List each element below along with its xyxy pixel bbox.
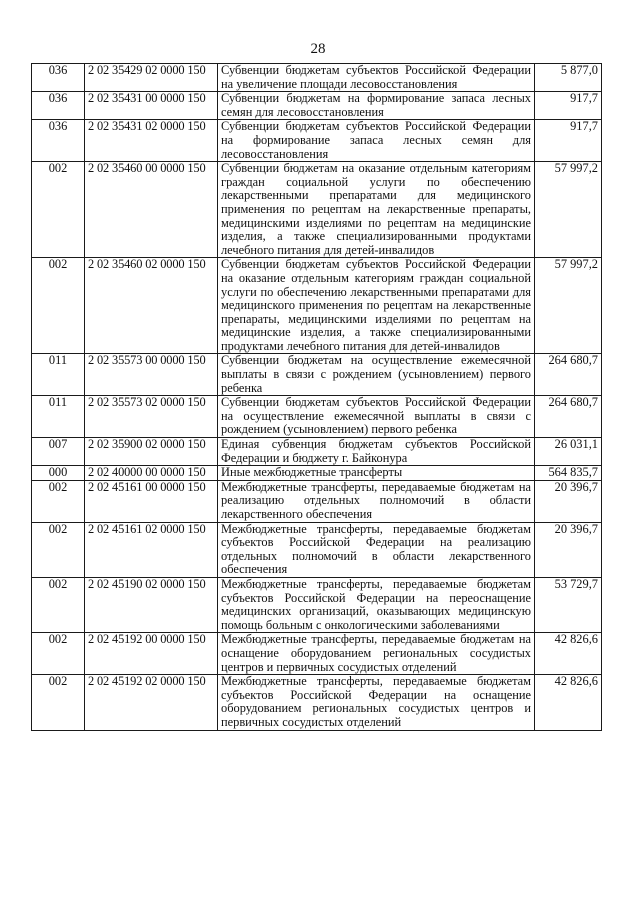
revenue-name-cell: Межбюджетные трансферты, передаваемые бюджетам субъектов Российской Федерации на реализацию отдельных полномочий в области лекарственного обеспечения: [218, 522, 535, 577]
amount-cell: 42 826,6: [535, 633, 602, 675]
admin-code-cell: 036: [32, 120, 85, 162]
table-row: [32, 577, 602, 632]
amount-cell: 5 877,0: [535, 64, 602, 92]
amount-cell: 26 031,1: [535, 438, 602, 466]
admin-code-cell: 002: [32, 258, 85, 354]
admin-code-cell: 000: [32, 466, 85, 481]
kbk-code-cell: 2 02 45192 00 0000 150: [85, 633, 218, 675]
amount-cell: 57 997,2: [535, 162, 602, 258]
amount-cell: 264 680,7: [535, 354, 602, 396]
revenue-name-cell: Межбюджетные трансферты, передаваемые бюджетам субъектов Российской Федерации на переоснащение медицинских организаций, оказывающих медицинскую помощь больным с онкологическими заболеваниями: [218, 577, 535, 632]
amount-cell: 264 680,7: [535, 396, 602, 438]
revenue-name-cell: Иные межбюджетные трансферты: [218, 466, 535, 481]
kbk-code-cell: 2 02 45190 02 0000 150: [85, 577, 218, 632]
admin-code-cell: 002: [32, 162, 85, 258]
table-row: [32, 354, 602, 396]
revenue-name-cell: Субвенции бюджетам субъектов Российской Федерации на осуществление ежемесячной выплаты в связи с рождением (усыновлением) первого ребенка: [218, 396, 535, 438]
revenue-name-cell: Субвенции бюджетам субъектов Российской Федерации на формирование запаса лесных семян для лесовосстановления: [218, 120, 535, 162]
revenue-name-cell: Субвенции бюджетам на оказание отдельным категориям граждан социальной услуги по обеспечению лекарственными препаратами для медицинского применения по рецептам на лекарственные препараты, медицинскими изделиями по рецептам на медицинские изделия, а также специализированными продуктами лечебного питания для детей-инвалидов: [218, 162, 535, 258]
revenue-name-cell: Субвенции бюджетам на осуществление ежемесячной выплаты в связи с рождением (усыновлением) первого ребенка: [218, 354, 535, 396]
revenue-name-cell: Субвенции бюджетам субъектов Российской Федерации на оказание отдельным категориям граждан социальной услуги по обеспечению лекарственными препаратами для медицинского применения по рецептам на лекарственные препараты, медицинскими изделиями по рецептам на медицинские изделия, а также специализированными продуктами лечебного питания для детей-инвалидов: [218, 258, 535, 354]
kbk-code-cell: 2 02 45161 00 0000 150: [85, 480, 218, 522]
amount-cell: 20 396,7: [535, 522, 602, 577]
admin-code-cell: 036: [32, 92, 85, 120]
table-row: [32, 438, 602, 466]
admin-code-cell: 002: [32, 633, 85, 675]
revenue-name-cell: Межбюджетные трансферты, передаваемые бюджетам на реализацию отдельных полномочий в области лекарственного обеспечения: [218, 480, 535, 522]
kbk-code-cell: 2 02 35460 00 0000 150: [85, 162, 218, 258]
admin-code-cell: 007: [32, 438, 85, 466]
kbk-code-cell: 2 02 35460 02 0000 150: [85, 258, 218, 354]
amount-cell: 917,7: [535, 92, 602, 120]
kbk-code-cell: 2 02 40000 00 0000 150: [85, 466, 218, 481]
amount-cell: 917,7: [535, 120, 602, 162]
kbk-code-cell: 2 02 35429 02 0000 150: [85, 64, 218, 92]
table-row: [32, 64, 602, 92]
page-number: 28: [310, 41, 326, 57]
admin-code-cell: 002: [32, 577, 85, 632]
table-row: [32, 162, 602, 258]
table-row: [32, 522, 602, 577]
revenue-name-cell: Межбюджетные трансферты, передаваемые бюджетам субъектов Российской Федерации на оснащение оборудованием региональных сосудистых центров и первичных сосудистых отделений: [218, 675, 535, 730]
budget-revenue-table: [31, 63, 602, 731]
admin-code-cell: 002: [32, 675, 85, 730]
table-row: [32, 258, 602, 354]
revenue-name-cell: Субвенции бюджетам на формирование запаса лесных семян для лесовосстановления: [218, 92, 535, 120]
kbk-code-cell: 2 02 45161 02 0000 150: [85, 522, 218, 577]
amount-cell: 53 729,7: [535, 577, 602, 632]
admin-code-cell: 002: [32, 480, 85, 522]
admin-code-cell: 036: [32, 64, 85, 92]
revenue-name-cell: Субвенции бюджетам субъектов Российской Федерации на увеличение площади лесовосстановления: [218, 64, 535, 92]
revenue-name-cell: Единая субвенция бюджетам субъектов Российской Федерации и бюджету г. Байконура: [218, 438, 535, 466]
table-body: [32, 64, 602, 731]
kbk-code-cell: 2 02 35431 00 0000 150: [85, 92, 218, 120]
kbk-code-cell: 2 02 35900 02 0000 150: [85, 438, 218, 466]
admin-code-cell: 011: [32, 354, 85, 396]
amount-cell: 20 396,7: [535, 480, 602, 522]
table-row: [32, 675, 602, 730]
table-row: [32, 396, 602, 438]
kbk-code-cell: 2 02 45192 02 0000 150: [85, 675, 218, 730]
table-row: [32, 120, 602, 162]
amount-cell: 564 835,7: [535, 466, 602, 481]
table-row: [32, 466, 602, 481]
admin-code-cell: 002: [32, 522, 85, 577]
kbk-code-cell: 2 02 35573 02 0000 150: [85, 396, 218, 438]
admin-code-cell: 011: [32, 396, 85, 438]
amount-cell: 57 997,2: [535, 258, 602, 354]
kbk-code-cell: 2 02 35431 02 0000 150: [85, 120, 218, 162]
revenue-name-cell: Межбюджетные трансферты, передаваемые бюджетам на оснащение оборудованием региональных сосудистых центров и первичных сосудистых отделений: [218, 633, 535, 675]
table-row: [32, 480, 602, 522]
table-row: [32, 92, 602, 120]
kbk-code-cell: 2 02 35573 00 0000 150: [85, 354, 218, 396]
amount-cell: 42 826,6: [535, 675, 602, 730]
table-row: [32, 633, 602, 675]
